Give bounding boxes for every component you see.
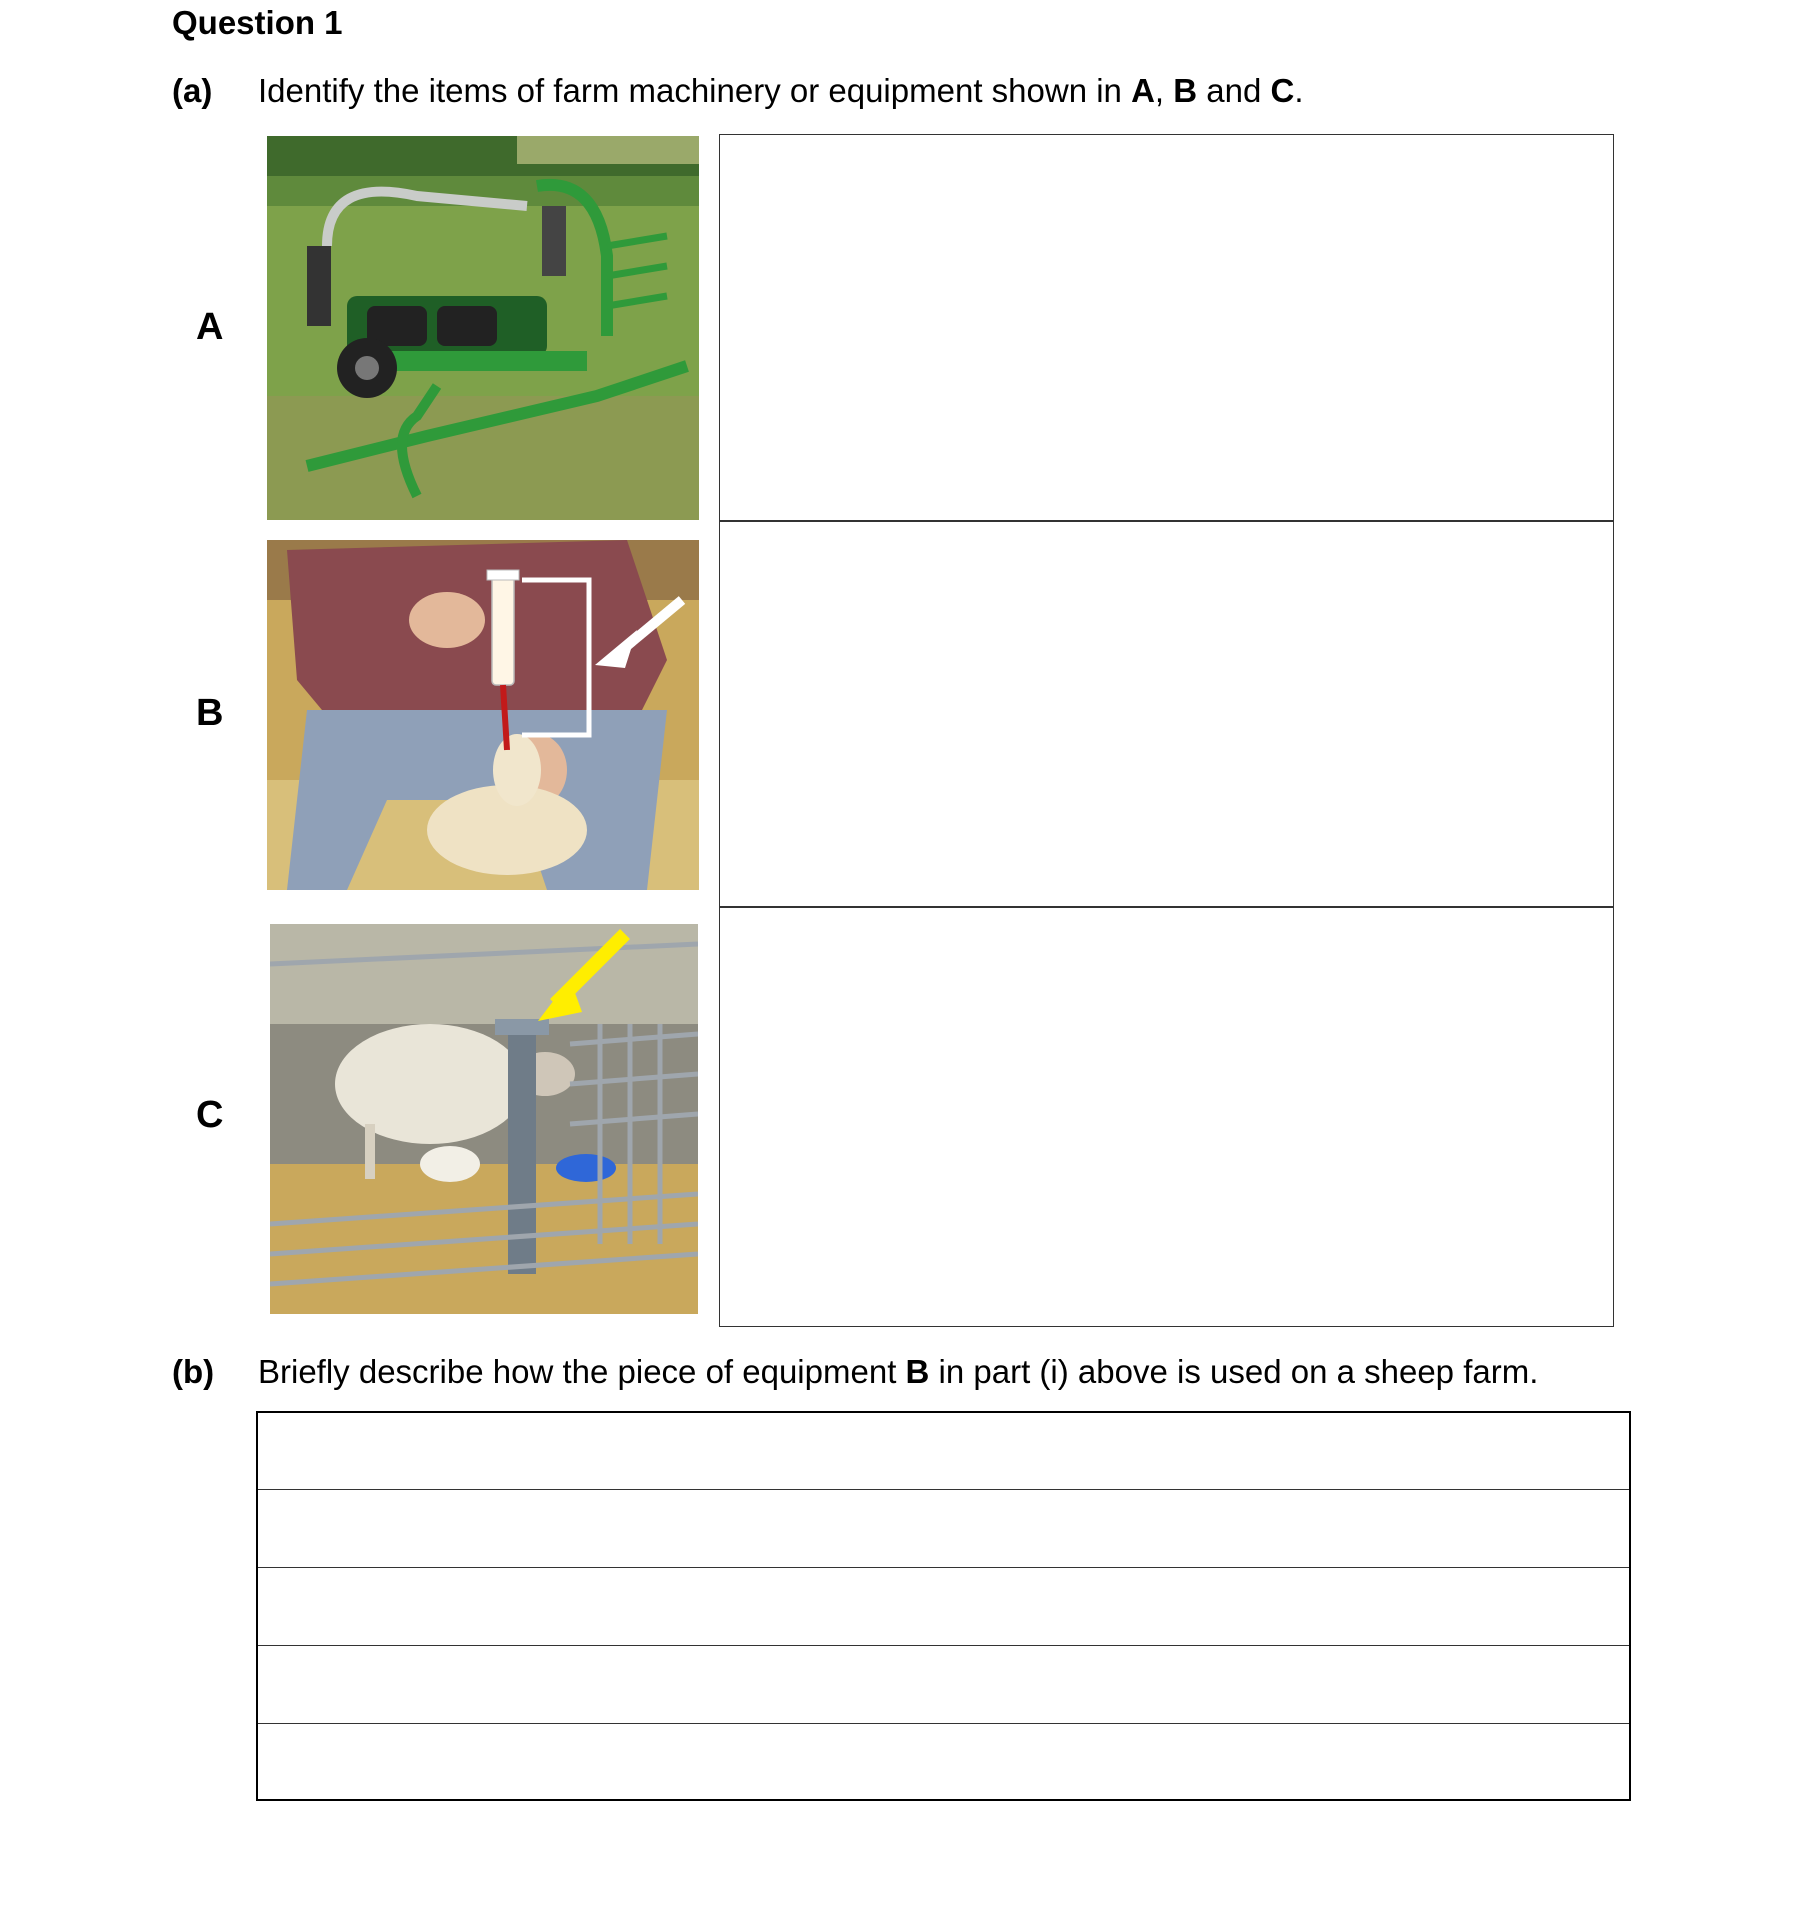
part-a-prompt-text: Identify the items of farm machinery or equipment shown in xyxy=(258,72,1132,109)
answer-line-2[interactable] xyxy=(258,1567,1629,1568)
row-letter-a: A xyxy=(196,306,224,348)
part-a-end: . xyxy=(1294,72,1304,109)
part-a-letter-b: B xyxy=(1173,72,1198,109)
answer-line-4[interactable] xyxy=(258,1723,1629,1724)
answer-box-b[interactable] xyxy=(719,520,1614,908)
answer-box-a[interactable] xyxy=(719,134,1614,522)
part-a-sep1: , xyxy=(1154,72,1174,109)
part-a-letter-c: C xyxy=(1270,72,1295,109)
photo-stomach-tube xyxy=(267,540,699,890)
part-a-letter-a: A xyxy=(1131,72,1155,109)
answer-lines-box[interactable] xyxy=(256,1411,1631,1801)
part-b-prompt-pre: Briefly describe how the piece of equipment xyxy=(258,1353,906,1390)
photo-adopter-pen xyxy=(270,924,698,1314)
answer-line-3[interactable] xyxy=(258,1645,1629,1646)
answer-line-1[interactable] xyxy=(258,1489,1629,1490)
part-a-sep2: and xyxy=(1197,72,1271,109)
part-a-prompt xyxy=(258,72,1304,110)
part-a-label: (a) xyxy=(172,72,213,109)
part-b-letter: B xyxy=(905,1353,930,1390)
part-b-label: (b) xyxy=(172,1353,215,1390)
row-letter-b: B xyxy=(196,692,224,734)
question-title: Question 1 xyxy=(172,4,343,41)
part-b-prompt-post: in part (i) above is used on a sheep farm. xyxy=(929,1353,1539,1390)
photo-bale-wrapper xyxy=(267,136,699,520)
row-letter-c: C xyxy=(196,1094,224,1136)
part-b-prompt xyxy=(258,1353,1538,1391)
answer-box-c[interactable] xyxy=(719,906,1614,1327)
